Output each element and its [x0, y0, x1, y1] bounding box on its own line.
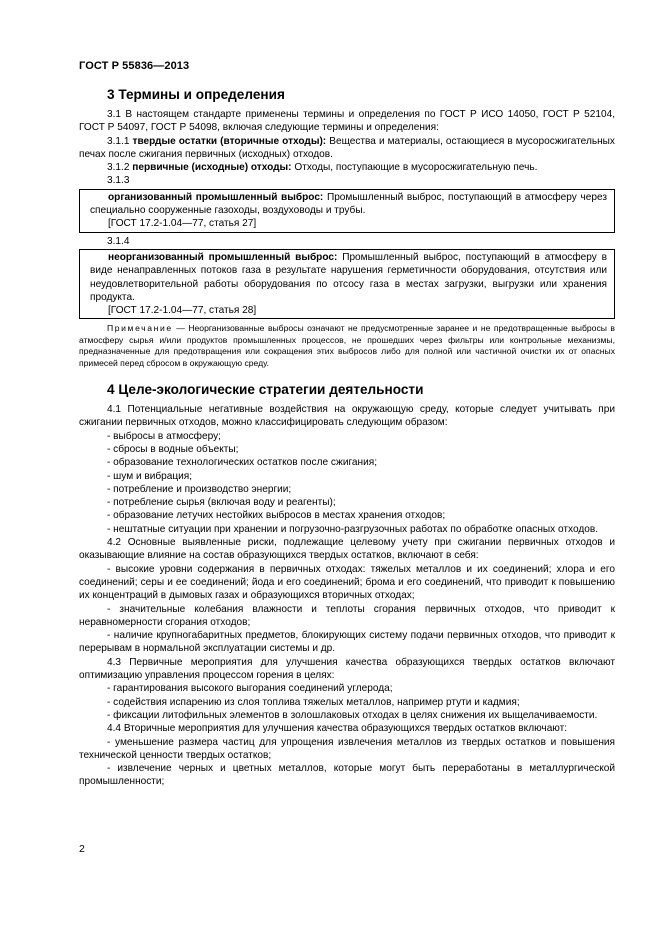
- term-definition: Отходы, поступающие в мусоросжигательную печь.: [294, 162, 538, 174]
- term-definition: Промышленный выброс, поступающий в атмосферу в виде ненаправленных потоков газа в результате нарушения герметичности оборудования, отсутствия или неудовлетворительной работы оборудования по отсосу газа в местах загрузки, выгрузки или хранения продукта.: [90, 251, 607, 303]
- section-3-title: 3 Термины и определения: [107, 87, 285, 102]
- list-item: - фиксации литофильных элементов в золошлаковых отходах в целях снижения их выщелачиваемости.: [107, 709, 598, 721]
- term-number: 3.1.1: [107, 135, 130, 147]
- paragraph-4-2: 4.2 Основные выявленные риски, подлежащие целевому учету при сжигании первичных отходов и оказывающие влияние на состав образующихся твердых остатков, включают в себя:: [79, 537, 615, 562]
- list-item: - нештатные ситуации при хранении и погрузочно-разгрузочных работах по обработке опасных отходов.: [107, 523, 599, 535]
- section-4-title: 4 Целе-экологические стратегии деятельности: [107, 382, 424, 398]
- paragraph-4-1: 4.1 Потенциальные негативные воздействия на окружающую среду, которые следует учитывать при сжигании первичных отходов, можно классифицировать следующим образом:: [79, 404, 615, 429]
- term-definition: Промышленный выброс, поступающий в атмосферу через специально сооруженные газоходы, воздуховоды и трубы.: [90, 191, 607, 217]
- paragraph-4-4: 4.4 Вторичные мероприятия для улучшения качества образующихся твердых остатков включают:: [107, 723, 568, 735]
- note-label: Примечание: [107, 323, 173, 334]
- term-3-1-1: [79, 135, 615, 162]
- list-item: - потребление сырья (включая воду и реагенты);: [107, 497, 336, 509]
- term-3-1-4-box: [79, 249, 615, 319]
- list-item: - образование летучих нестойких выбросов в местах хранения отходов;: [107, 510, 446, 522]
- term-name: твердые остатки (вторичные отходы):: [132, 135, 327, 147]
- term-source: [ГОСТ 17.2-1.04—77, статья 28]: [108, 305, 257, 317]
- list-item: - шум и вибрация;: [107, 470, 193, 482]
- list-item: - выбросы в атмосферу;: [107, 430, 221, 442]
- list-item: - значительные колебания влажности и теплоты сгорания первичных отходов, что приводит к неравномерности сгорания отходов;: [79, 603, 615, 628]
- term-name: первичные (исходные) отходы:: [132, 162, 292, 174]
- list-item: - уменьшение размера частиц для упрощения извлечения металлов из твердых остатков и повышения технической ценности твердых остатков;: [79, 736, 615, 761]
- note-text: — Неорганизованные выбросы означают не предусмотренные заранее и не предотвращенные выбросы в атмосферу сырья и/или продуктов промышленных процессов, не прошедших через фильтры или контрольные механизмы, предназначенные для предотвращения или сокращения этих выбросов либо для полной или частичной очистки их от опасных примесей перед сбросом в окружающую среду.: [79, 323, 615, 368]
- term-name: организованный промышленный выброс:: [108, 191, 324, 203]
- term-3-1-3: [90, 191, 607, 218]
- term-3-1-2: [79, 161, 615, 174]
- list-item: - образование технологических остатков после сжигания;: [107, 457, 378, 469]
- list-item: - потребление и производство энергии;: [107, 483, 292, 495]
- list-item: - содействия испарению из слоя топлива тяжелых металлов, например ртути и кадмия;: [107, 696, 520, 708]
- note: [79, 323, 615, 369]
- list-item: - гарантирования высокого выгорания соединений углерода;: [107, 683, 393, 695]
- term-definition: Вещества и материалы, остающиеся в мусоросжигательных печах после сжигания первичных (исходных) отходов.: [79, 135, 615, 160]
- term-source: [ГОСТ 17.2-1.04—77, статья 27]: [108, 218, 257, 230]
- term-name: неорганизованный промышленный выброс:: [108, 251, 338, 263]
- term-3-1-4-number: 3.1.4: [107, 235, 130, 247]
- list-item: - извлечение черных и цветных металлов, которые могут быть переработаны в металлургической промышленности;: [79, 763, 615, 788]
- term-3-1-3-box: [79, 189, 615, 233]
- term-3-1-3-number: 3.1.3: [107, 175, 130, 187]
- paragraph-4-3: 4.3 Первичные мероприятия для улучшения качества образующихся твердых остатков включают оптимизацию управления процессом горения в целях:: [79, 656, 615, 682]
- list-item: - наличие крупногабаритных предметов, блокирующих систему подачи первичных отходов, что приводит к перерывам в нормальной эксплуатации системы и др.: [79, 630, 615, 655]
- standard-header: ГОСТ Р 55836—2013: [79, 60, 190, 72]
- term-number: 3.1.2: [107, 162, 130, 174]
- page-number: 2: [79, 843, 85, 855]
- list-item: - высокие уровни содержания в первичных отходах: тяжелых металлов и их соединений; хлора и его соединений; серы и ее соединений; йода и его соединений; брома и его соединений, что приводит к повышению их концентраций в дымовых газах и образующихся вторичных отходах;: [79, 563, 615, 602]
- section-3-intro: 3.1 В настоящем стандарте применены термины и определения по ГОСТ Р ИСО 14050, ГОСТ Р 52104, ГОСТ Р 54097, ГОСТ Р 54098, включая следующие термины и определения:: [79, 109, 615, 134]
- list-item: - сбросы в водные объекты;: [107, 443, 239, 455]
- page-content: [79, 86, 615, 789]
- term-3-1-4: [90, 251, 607, 304]
